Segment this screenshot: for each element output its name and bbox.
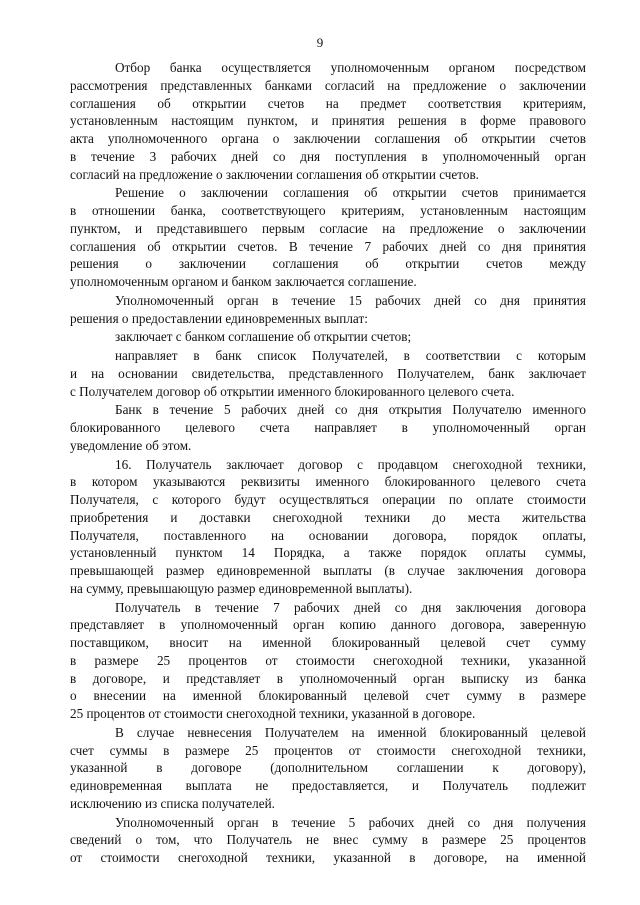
text-line: в отношении банка, соответствующего критериям, установленным настоящим [70, 203, 586, 218]
text-line: в договоре, и представляет в уполномоченный орган выписку из банка [70, 670, 586, 686]
text-line: единовременная выплата не предоставляется, и Получатель подлежит [70, 778, 586, 793]
text-line: 16. Получатель заключает договор с продавцом снегоходной техники, [115, 456, 586, 472]
text-line: превышающей размер единовременной выплаты (в случае заключения договора [70, 563, 586, 578]
text-line: блокированного целевого счета направляет в уполномоченный орган [70, 420, 586, 435]
text-line: Уполномоченный орган в течение 5 рабочих дней со дня получения [115, 814, 586, 830]
text-line: Решение о заключении соглашения об открытии счетов принимается [115, 185, 586, 201]
text-line: приобретения и доставки снегоходной техники до места жительства [70, 509, 586, 525]
text-line: Отбор банка осуществляется уполномоченным органом посредством [115, 60, 586, 75]
text-line: Уполномоченный орган в течение 15 рабочих дней со дня принятия [115, 292, 586, 308]
text-line: Получатель в течение 7 рабочих дней со дня заключения договора [115, 599, 586, 615]
text-line: и на основании свидетельства, представленного Получателем, банк заключает [70, 365, 586, 381]
text-line: согласий на предложение о заключении соглашения об открытии счетов. [70, 166, 479, 182]
text-line: Получателя, с которого будут осуществляться операции по оплате стоимости [70, 492, 586, 507]
text-line: указанной в договоре (дополнительном соглашении к договору), [70, 760, 586, 776]
text-line: заключает с банком соглашение об открытии счетов; [115, 329, 412, 345]
paragraph [70, 184, 586, 291]
text-line: уполномоченным органом и банком заключается соглашение. [70, 274, 417, 289]
text-line: Получателя, поставленного на основании договора, порядок оплаты, [70, 527, 586, 543]
paragraph [70, 292, 586, 328]
text-line: от стоимости снегоходной техники, указанной в договоре, на именной [70, 850, 586, 865]
text-line: представляет в уполномоченный орган копию данного договора, заверенную [70, 617, 586, 633]
text-line: исключению из списка получателей. [70, 795, 275, 811]
paragraph [70, 814, 586, 867]
text-line: с Получателем договор об открытии именного блокированного целевого счета. [70, 383, 515, 399]
text-line: акта уполномоченного органа о заключении соглашения об открытии счетов [70, 131, 586, 146]
paragraph [70, 59, 586, 183]
text-line: рассмотрения представленных банками согласий на предложение о заключении [70, 77, 586, 93]
text-line: сведений о том, что Получатель не внес сумму в размере 25 процентов [70, 832, 586, 848]
text-line: 25 процентов от стоимости снегоходной техники, указанной в договоре. [70, 706, 476, 721]
paragraph [70, 724, 586, 813]
text-line: счет суммы в размере 25 процентов от стоимости снегоходной техники, [70, 742, 586, 758]
text-line: соглашения об открытии счетов на предмет соответствия критериям, [70, 95, 586, 111]
text-line: уведомление об этом. [70, 437, 192, 453]
text-line: соглашения об открытии счетов. В течение 7 рабочих дней со дня принятия [70, 238, 586, 254]
text-line: на сумму, превышающую размер единовременной выплаты). [70, 580, 413, 596]
paragraph [70, 599, 586, 723]
text-line: В случае невнесения Получателем на именной блокированный целевой [115, 724, 586, 740]
paragraph [70, 401, 586, 454]
text-line: решения о предоставлении единовременных выплат: [70, 310, 368, 326]
text-line: в размере 25 процентов от стоимости снегоходной техники, указанной [70, 652, 586, 668]
text-line: установленным настоящим пунктом, и принятия решения в форме правового [70, 113, 586, 129]
text-line: поставщиком, вносит на именной блокированный целевой счет сумму [70, 635, 586, 650]
paragraph [70, 347, 586, 400]
text-line: направляет в банк список Получателей, в соответствии с которым [115, 348, 586, 363]
page-number: 9 [316, 35, 324, 50]
text-line: в течение 3 рабочих дней со дня поступления в уполномоченный орган [70, 148, 586, 164]
text-line: установленный пунктом 14 Порядка, а также порядок оплаты суммы, [70, 545, 586, 561]
document-body [70, 59, 586, 867]
paragraph [70, 456, 586, 598]
text-line: пунктом, и представившего первым согласие на предложение о заключении [70, 220, 586, 236]
text-line: о внесении на именной блокированный целевой счет сумму в размере [70, 688, 586, 704]
paragraph [70, 328, 586, 346]
text-line: решения о заключении соглашения об открытии счетов между [70, 256, 586, 272]
text-line: Банк в течение 5 рабочих дней со дня открытия Получателю именного [115, 402, 586, 418]
text-line: в котором указываются реквизиты именного блокированного целевого счета [70, 474, 586, 490]
